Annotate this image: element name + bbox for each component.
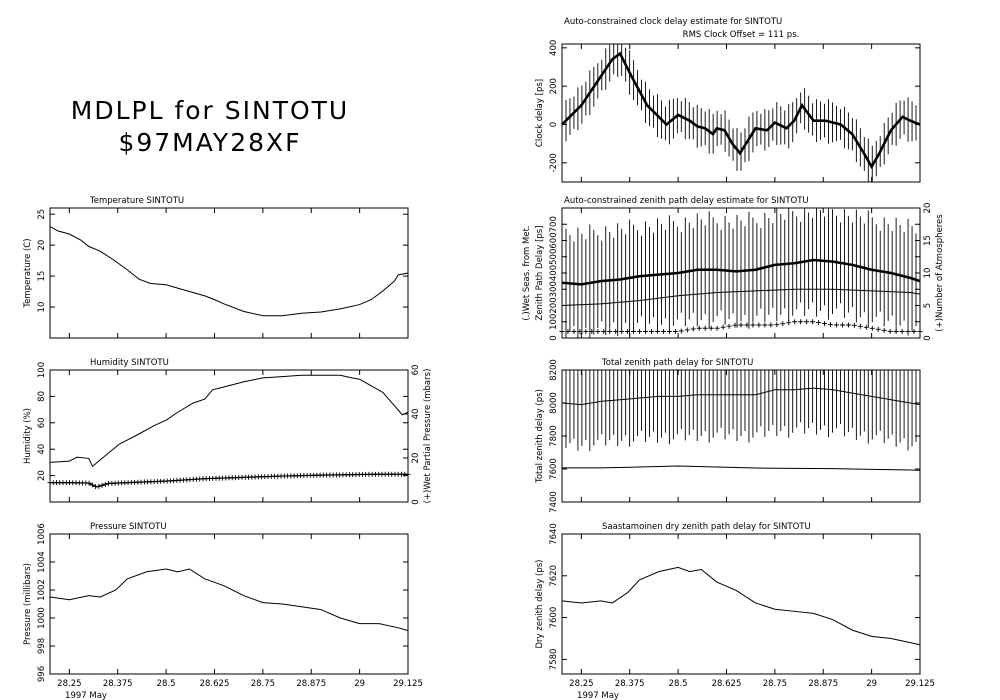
series-line xyxy=(50,569,408,631)
chart-title: Auto-constrained clock delay estimate for SINTOTU xyxy=(564,17,783,27)
y-axis-label: Temperature (C) xyxy=(23,238,33,308)
x-tick-label: 28.5 xyxy=(156,679,176,689)
plus-marker xyxy=(667,329,672,334)
y-tick-label: 300 xyxy=(549,281,559,298)
plus-marker xyxy=(756,323,761,328)
x-tick-label: 28.375 xyxy=(102,679,133,689)
y2-tick-label: 10 xyxy=(923,267,933,279)
chart-humidity xyxy=(23,358,433,505)
plus-marker xyxy=(918,329,923,334)
plus-marker xyxy=(727,324,732,329)
plus-marker xyxy=(607,329,612,334)
plus-marker xyxy=(762,323,767,328)
y-tick-label: 7640 xyxy=(549,523,559,545)
x-tick-label: 28.375 xyxy=(614,679,645,689)
y-tick-label: 1006 xyxy=(37,523,47,545)
series-line xyxy=(50,227,408,316)
series-line xyxy=(50,375,408,466)
plus-marker xyxy=(679,328,684,333)
plus-marker xyxy=(828,322,833,327)
plus-marker xyxy=(798,319,803,324)
plus-marker xyxy=(834,323,839,328)
plus-marker xyxy=(619,329,624,334)
plus-marker xyxy=(876,327,881,332)
plus-marker xyxy=(715,326,720,331)
series-zenith-path-delay xyxy=(562,208,920,338)
y-tick-label: 20 xyxy=(37,239,47,251)
y2-tick-label: 20 xyxy=(923,202,933,214)
y-axis-label: Humidity (%) xyxy=(23,408,33,464)
plus-marker xyxy=(900,329,905,334)
plus-marker xyxy=(882,328,887,333)
y-axis-label: Zenith Path Delay [ps] xyxy=(535,225,545,321)
chart-pressure xyxy=(23,522,423,700)
chart-title: Auto-constrained zenith path delay estimate for SINTOTU xyxy=(564,196,809,206)
x-tick-label: 29 xyxy=(354,679,366,689)
y-tick-label: 20 xyxy=(37,470,47,482)
plus-marker xyxy=(894,329,899,334)
y-tick-label: 998 xyxy=(37,637,47,655)
x-tick-label: 28.25 xyxy=(569,679,594,689)
chart-dry xyxy=(535,522,935,700)
series-line xyxy=(562,567,920,644)
y2-tick-label: 15 xyxy=(923,235,933,246)
plus-marker xyxy=(560,329,565,334)
plot-frame xyxy=(50,534,408,674)
series-line xyxy=(562,567,920,644)
plus-marker xyxy=(721,325,726,330)
y2-tick-label: 0 xyxy=(923,335,933,341)
plus-marker xyxy=(870,326,875,331)
y-tick-label: 7620 xyxy=(549,564,559,587)
y-tick-label: 8000 xyxy=(549,392,559,414)
plus-marker xyxy=(810,319,815,324)
y-tick-label: 400 xyxy=(549,39,559,56)
y-axis-label: Dry zenith delay (ps) xyxy=(535,559,545,649)
plus-marker xyxy=(685,327,690,332)
chart-clock xyxy=(535,17,920,182)
y2-tick-label: 60 xyxy=(411,364,421,376)
y-tick-label: 0 xyxy=(549,335,559,341)
plus-marker xyxy=(643,329,648,334)
y-tick-label: 0 xyxy=(549,121,559,128)
y-tick-label: 80 xyxy=(37,390,47,402)
x-axis-label: 1997 May xyxy=(577,691,619,700)
y-axis-label-secondary: (.)Wet Seas. from Met. xyxy=(522,225,532,321)
plot-frame xyxy=(562,534,920,674)
plus-marker xyxy=(804,319,809,324)
y-tick-label: 500 xyxy=(549,248,559,265)
plus-marker xyxy=(888,329,893,334)
x-tick-label: 29.125 xyxy=(905,679,935,689)
plus-marker xyxy=(906,329,911,334)
chart-temperature xyxy=(23,196,408,338)
plus-marker xyxy=(822,321,827,326)
series-total-zenith-delay xyxy=(562,370,920,451)
y-tick-label: 15 xyxy=(37,270,47,282)
y-tick-label: 100 xyxy=(37,361,47,379)
y-tick-label: 1004 xyxy=(37,551,47,573)
plus-marker xyxy=(583,329,588,334)
plus-marker xyxy=(637,329,642,334)
plus-marker xyxy=(840,323,845,328)
series-line xyxy=(562,44,920,182)
y-tick-label: 60 xyxy=(37,417,47,429)
x-tick-label: 29 xyxy=(866,679,878,689)
y-tick-label: 996 xyxy=(37,665,47,683)
series-line xyxy=(562,54,920,167)
plot-frame xyxy=(50,208,408,338)
plus-marker xyxy=(571,329,576,334)
y-tick-label: 7800 xyxy=(549,425,559,447)
y2-tick-label: 20 xyxy=(411,452,421,464)
plus-marker xyxy=(858,324,863,329)
x-axis-label: 1997 May xyxy=(65,691,107,700)
y-tick-label: 7600 xyxy=(549,458,559,480)
plus-marker xyxy=(631,329,636,334)
x-tick-label: 28.875 xyxy=(296,679,327,689)
y2-axis-label: (+)Wet Partial Pressure (mbars) xyxy=(423,368,433,504)
series-humidity xyxy=(50,375,408,466)
chart-title: Total zenith path delay for SINTOTU xyxy=(602,358,754,368)
series-line xyxy=(50,569,408,631)
plus-marker xyxy=(691,326,696,331)
plus-marker xyxy=(649,329,654,334)
y-tick-label: 7400 xyxy=(549,491,559,513)
chart-subtitle: RMS Clock Offset = 111 ps. xyxy=(682,30,800,40)
y2-tick-label: 5 xyxy=(923,302,933,309)
series-line xyxy=(562,466,920,470)
y-tick-label: 10 xyxy=(37,301,47,313)
y-tick-label: 700 xyxy=(549,216,559,233)
y-tick-label: 25 xyxy=(37,208,47,220)
y2-tick-label: 40 xyxy=(411,408,421,420)
x-tick-label: 28.75 xyxy=(250,679,276,689)
plus-marker xyxy=(774,322,779,327)
x-tick-label: 28.875 xyxy=(808,679,839,689)
plus-marker xyxy=(661,329,666,334)
y-tick-label: 7580 xyxy=(549,648,559,671)
chart-title: Temperature SINTOTU xyxy=(90,196,185,206)
x-tick-label: 28.625 xyxy=(711,679,742,689)
page-title-line2: $97MAY28XF xyxy=(118,128,302,157)
x-tick-label: 28.75 xyxy=(762,679,788,689)
plot-frame xyxy=(50,370,408,502)
y2-tick-label: 0 xyxy=(411,499,421,505)
series-wet-partial-pressure xyxy=(48,472,411,489)
plus-marker xyxy=(655,329,660,334)
y-tick-label: 1002 xyxy=(37,579,47,601)
plus-marker xyxy=(673,329,678,334)
chart-zenith xyxy=(522,196,945,341)
x-tick-label: 28.5 xyxy=(668,679,688,689)
x-tick-label: 29.125 xyxy=(393,679,423,689)
y-axis-label: Clock delay [ps] xyxy=(535,78,545,148)
series-line xyxy=(50,227,408,316)
chart-total xyxy=(535,358,920,513)
plus-marker xyxy=(750,323,755,328)
chart-title: Saastamoinen dry zenith path delay for SINTOTU xyxy=(602,522,811,532)
chart-title: Pressure SINTOTU xyxy=(90,522,167,532)
y-tick-label: 7600 xyxy=(549,606,559,629)
y-axis-label: Total zenith delay (ps) xyxy=(535,389,545,483)
x-tick-label: 28.25 xyxy=(57,679,82,689)
y-tick-label: -200 xyxy=(549,153,559,173)
plus-marker xyxy=(595,329,600,334)
y-tick-label: 400 xyxy=(549,264,559,282)
x-tick-label: 28.625 xyxy=(199,679,230,689)
y-tick-label: 100 xyxy=(549,313,559,330)
y-axis-label: Pressure (millibars) xyxy=(23,563,33,645)
y-tick-label: 1000 xyxy=(37,607,47,629)
plus-marker xyxy=(846,323,851,328)
plus-marker xyxy=(786,320,791,325)
plus-marker xyxy=(739,323,744,328)
series-dry-zenith-delay xyxy=(562,466,920,470)
y2-axis-label: (+)Number of Atmospheres xyxy=(935,214,945,332)
y-tick-label: 200 xyxy=(549,78,559,95)
plus-marker xyxy=(792,319,797,324)
plus-marker xyxy=(697,326,702,331)
page-title-line1: MDLPL for SINTOTU xyxy=(70,96,350,125)
y-tick-label: 600 xyxy=(549,232,559,249)
plus-marker xyxy=(816,320,821,325)
plus-marker xyxy=(852,323,857,328)
plus-marker xyxy=(703,326,708,331)
plus-marker xyxy=(768,323,773,328)
chart-title: Humidity SINTOTU xyxy=(90,358,169,368)
plus-marker xyxy=(780,321,785,326)
y-tick-label: 8200 xyxy=(549,359,559,381)
y-tick-label: 40 xyxy=(37,443,47,455)
y-tick-label: 200 xyxy=(549,297,559,314)
